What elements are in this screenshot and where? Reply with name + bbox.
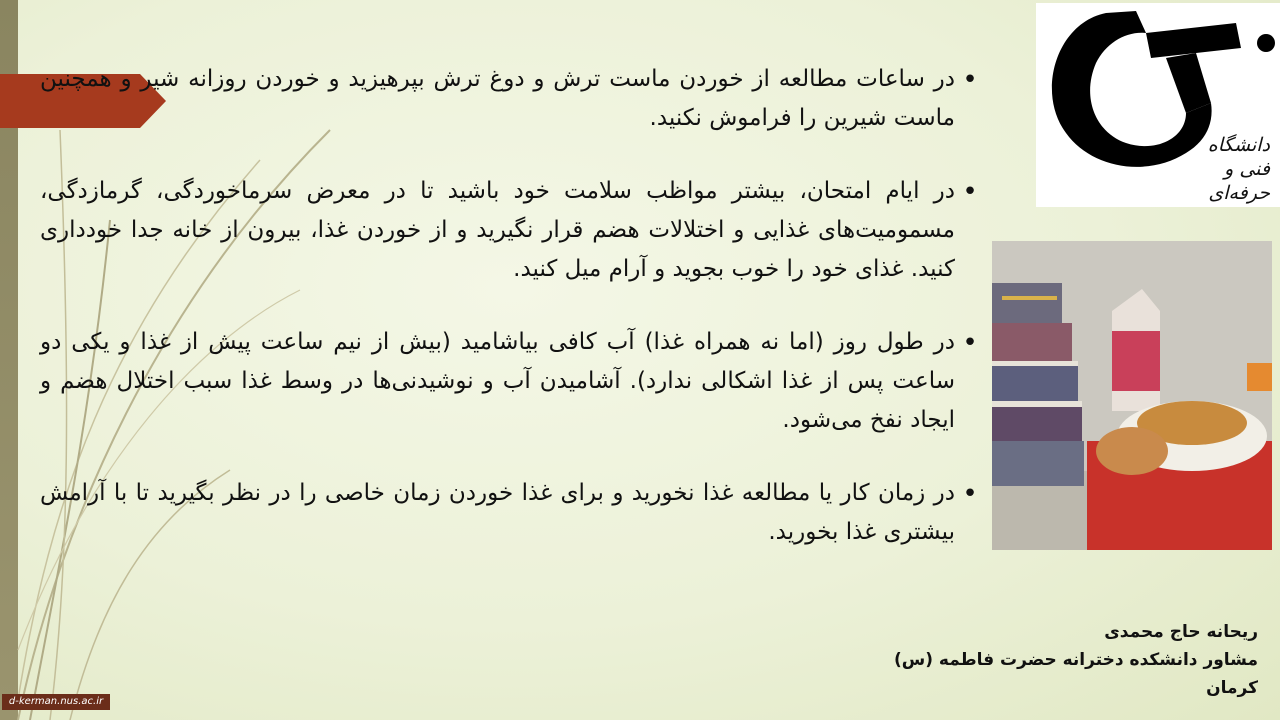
author-name: ریحانه حاج محمدی (1104, 622, 1258, 642)
logo-text (1170, 133, 1270, 205)
author-city: کرمان (1206, 678, 1258, 698)
author-role: مشاور دانشکده دخترانه حضرت فاطمه (س) (893, 650, 1258, 670)
bullet-text: در زمان کار یا مطالعه غذا نخورید و برای غذا خوردن زمان خاصی را در نظر بگیرید تا با آرامش بیشتری غذا بخورید. (40, 480, 955, 545)
bullet-text: در ساعات مطالعه از خوردن ماست ترش و دوغ ترش بپرهیزید و خوردن روزانه شیر و همچنین ماست شیرین را فراموش نکنید. (40, 66, 955, 131)
bullet-dot: • (962, 328, 978, 358)
food-and-books-photo (992, 241, 1272, 550)
logo-line-2: فنی و حرفه‌ای (1208, 158, 1270, 204)
website-watermark: d-kerman.nus.ac.ir (2, 694, 110, 710)
bullet-text: در ایام امتحان، بیشتر مواظب سلامت خود باشید تا در معرض سرماخوردگی، گرمازدگی، مسمومیت‌های غذایی و اختلالات هضم قرار نگیرید و از خوردن غذا، بیرون از خانه جدا خودداری کنید. غذای خود را خوب بجوید و آرام میل کنید. (40, 178, 955, 282)
bullet-dot: • (962, 479, 978, 509)
list-item (40, 172, 985, 289)
bullet-text: در طول روز (اما نه همراه غذا) آب کافی بیاشامید (بیش از نیم ساعت پیش از غذا و یکی دو ساعت پس از غذا اشکالی ندارد). آشامیدن آب و نوشیدنی‌ها در وسط غذا سبب اختلال هضم و ایجاد نفخ می‌شود. (40, 329, 955, 433)
author-credit (894, 618, 1258, 702)
list-item (40, 474, 985, 552)
logo-line-1: دانشگاه (1207, 134, 1270, 156)
bullet-dot: • (962, 65, 978, 95)
bullet-list (40, 60, 985, 586)
list-item (40, 60, 985, 138)
bullet-dot: • (962, 177, 978, 207)
university-logo (1036, 3, 1280, 207)
photo-illustration (992, 241, 1272, 550)
list-item (40, 323, 985, 440)
